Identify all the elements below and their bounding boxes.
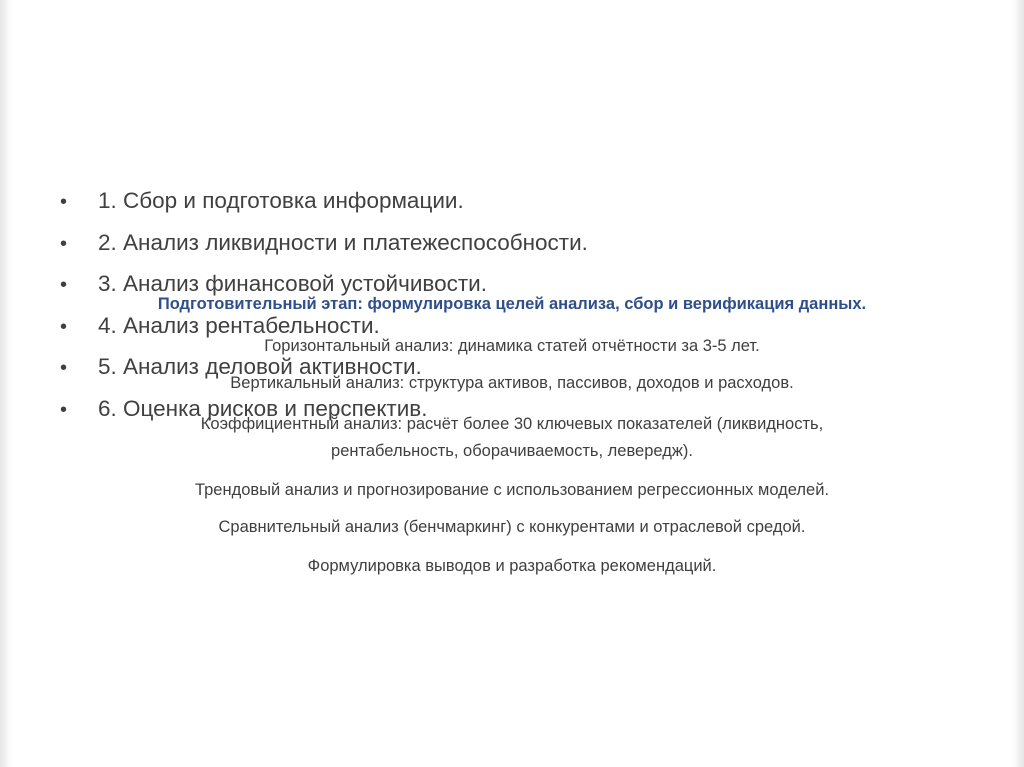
bullet-text-4: 4. Анализ рентабельности. xyxy=(98,313,380,338)
detail-comparative-analysis: Сравнительный анализ (бенчмаркинг) с конкурентами и отраслевой средой. xyxy=(218,518,806,536)
detail-coefficient-analysis-line2: рентабельность, оборачиваемость, левередж). xyxy=(331,442,693,460)
detail-conclusions: Формулировка выводов и разработка рекомендаций. xyxy=(307,557,717,575)
detail-horizontal-analysis: Горизонтальный анализ: динамика статей отчётности за 3-5 лет. xyxy=(264,337,760,355)
bullet-text-2: 2. Анализ ликвидности и платежеспособности. xyxy=(98,230,588,255)
detail-trend-analysis: Трендовый анализ и прогнозирование с использованием регрессионных моделей. xyxy=(194,481,830,499)
bullet-text-5: 5. Анализ деловой активности. xyxy=(98,354,422,379)
detail-heading: Подготовительный этап: формулировка целей анализа, сбор и верификация данных. xyxy=(157,295,867,313)
bullet-marker: • xyxy=(60,233,68,255)
bullet-marker: • xyxy=(60,316,68,338)
bullet-item-1 xyxy=(60,185,464,217)
slide-right-edge xyxy=(1016,0,1024,767)
detail-vertical-analysis: Вертикальный анализ: структура активов, пассивов, доходов и расходов. xyxy=(230,374,794,392)
bullet-text-6: 6. Оценка рисков и перспектив. xyxy=(98,396,428,421)
detail-coefficient-analysis-line1: Коэффициентный анализ: расчёт более 30 ключевых показателей (ликвидность, xyxy=(200,415,824,433)
bullet-marker: • xyxy=(60,357,68,379)
bullet-marker: • xyxy=(60,399,68,421)
bullet-item-2 xyxy=(60,227,588,259)
bullet-marker: • xyxy=(60,191,68,213)
bullet-marker: • xyxy=(60,274,68,296)
slide-left-edge xyxy=(0,0,8,767)
bullet-text-3: 3. Анализ финансовой устойчивости. xyxy=(98,271,487,296)
bullet-text-1: 1. Сбор и подготовка информации. xyxy=(98,188,464,213)
